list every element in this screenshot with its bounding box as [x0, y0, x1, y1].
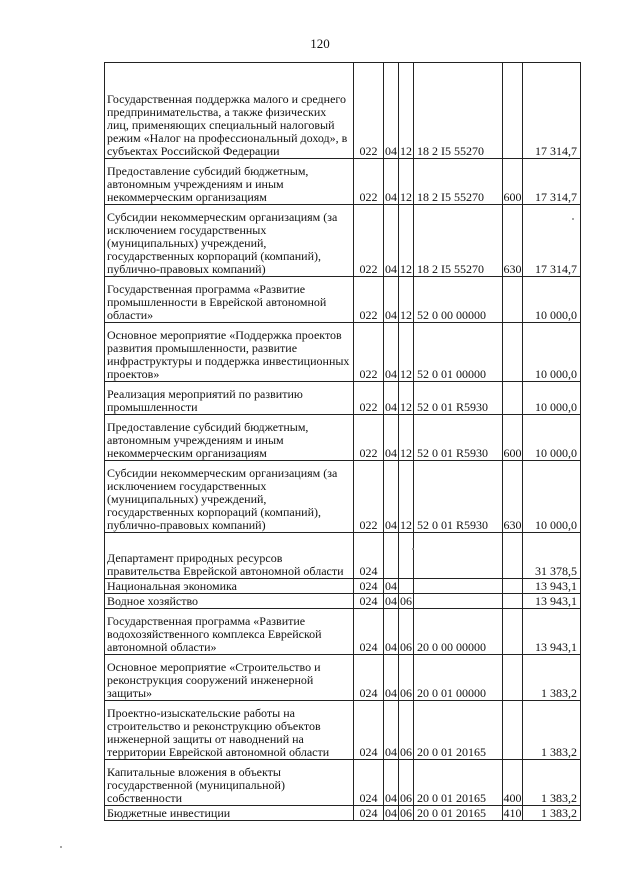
table-row	[105, 63, 581, 159]
page-number: 120	[310, 36, 330, 51]
admin-code: 022	[354, 277, 384, 323]
table-row	[105, 415, 581, 461]
row-name: Субсидии некоммерческим организациям (за исключением государственных (муниципальных) учреждений, государственных корпораций (компаний), публично-правовых компаний)	[105, 461, 354, 533]
admin-code: 022	[354, 63, 384, 159]
amount-value: 13 943,1	[523, 609, 581, 655]
admin-code: 024	[354, 701, 384, 760]
subsection-code: 06	[399, 609, 414, 655]
subsection-code: 06	[399, 701, 414, 760]
expense-type-code	[503, 277, 523, 323]
row-name: Капитальные вложения в объекты государственной (муниципальной) собственности	[105, 760, 354, 806]
table-row	[105, 205, 581, 277]
table-row	[105, 701, 581, 760]
table-row	[105, 609, 581, 655]
expense-type-code	[503, 579, 523, 594]
target-article-code: 52 0 01 R5930	[414, 415, 503, 461]
expense-type-code: 630	[503, 205, 523, 277]
table-row	[105, 579, 581, 594]
row-name: Бюджетные инвестиции	[105, 806, 354, 821]
admin-code: 022	[354, 461, 384, 533]
amount-value: 1 383,2	[523, 806, 581, 821]
admin-code: 024	[354, 806, 384, 821]
admin-code: 022	[354, 159, 384, 205]
row-name: Предоставление субсидий бюджетным, автономным учреждениям и иным некоммерческим организациям	[105, 159, 354, 205]
expense-type-code	[503, 609, 523, 655]
row-name: Водное хозяйство	[105, 594, 354, 609]
table-row	[105, 461, 581, 533]
expense-type-code	[503, 655, 523, 701]
subsection-code: 12	[399, 382, 414, 415]
expense-type-code	[503, 323, 523, 382]
table-row	[105, 382, 581, 415]
section-code: 04	[385, 579, 397, 593]
section-code	[384, 533, 399, 579]
expense-type-code	[503, 63, 523, 159]
table-row	[105, 594, 581, 609]
subsection-code	[399, 579, 414, 594]
section-code: 04	[384, 159, 399, 205]
expense-type-code: 600	[503, 159, 523, 205]
admin-code: 022	[354, 382, 384, 415]
row-name: Департамент природных ресурсов правительства Еврейской автономной области	[105, 533, 354, 579]
amount-value: 10 000,0	[523, 277, 581, 323]
subsection-code: 12	[399, 415, 414, 461]
amount-value: 10 000,0	[523, 323, 581, 382]
amount-value: 17 314,7	[523, 159, 581, 205]
expense-type-code	[503, 701, 523, 760]
admin-code: 024	[354, 594, 384, 609]
row-name: Национальная экономика	[105, 579, 354, 594]
row-name: Государственная поддержка малого и среднего предпринимательства, а также физических лиц, применяющих специальный налоговый режим «Налог на профессиональный доход», в субъектах Российской Федерации	[105, 63, 354, 159]
budget-table	[104, 62, 581, 821]
amount-value: 13 943,1	[523, 594, 581, 609]
target-article-code	[414, 533, 503, 579]
section-code: 04	[384, 760, 399, 806]
expense-type-code	[503, 382, 523, 415]
amount-value: 10 000,0	[523, 461, 581, 533]
target-article-code: 20 0 01 00000	[414, 655, 503, 701]
target-article-code	[414, 579, 503, 594]
subsection-code: 12	[399, 205, 414, 277]
section-code: 04	[384, 323, 399, 382]
target-article-code: 18 2 I5 55270	[414, 205, 503, 277]
row-name: Субсидии некоммерческим организациям (за исключением государственных (муниципальных) учреждений, государственных корпораций (компаний), публично-правовых компаний)	[105, 205, 354, 277]
amount-value: 17 314,7	[523, 205, 581, 277]
subsection-code: 12	[399, 461, 414, 533]
expense-type-code: 410	[503, 806, 522, 820]
amount-value: 10 000,0	[523, 382, 581, 415]
row-name: Предоставление субсидий бюджетным, автономным учреждениям и иным некоммерческим организациям	[105, 415, 354, 461]
section-code: 04	[384, 382, 399, 415]
section-code: 04	[384, 655, 399, 701]
admin-code: 022	[354, 415, 384, 461]
subsection-code: 06	[400, 806, 412, 820]
target-article-code: 20 0 01 20165	[414, 760, 503, 806]
section-code: 04	[384, 461, 399, 533]
scan-speck	[412, 548, 414, 550]
admin-code: 024	[354, 760, 384, 806]
table-body	[105, 63, 581, 821]
table-row	[105, 277, 581, 323]
subsection-code: 12	[399, 159, 414, 205]
subsection-code: 06	[400, 594, 412, 608]
subsection-code: 12	[399, 63, 414, 159]
amount-value: 1 383,2	[523, 655, 581, 701]
row-name: Реализация мероприятий по развитию промышленности	[105, 382, 354, 415]
section-code: 04	[384, 415, 399, 461]
admin-code: 024	[354, 533, 384, 579]
target-article-code: 52 0 00 00000	[414, 277, 503, 323]
amount-value: 31 378,5	[523, 533, 581, 579]
expense-type-code: 600	[503, 415, 523, 461]
scan-speck	[572, 218, 574, 220]
section-code: 04	[384, 609, 399, 655]
admin-code: 024	[354, 655, 384, 701]
admin-code: 024	[354, 579, 384, 594]
row-name: Государственная программа «Развитие промышленности в Еврейской автономной области»	[105, 277, 354, 323]
row-name: Проектно-изыскательские работы на строительство и реконструкцию объектов инженерной защиты от наводнений на территории Еврейской автономной области	[105, 701, 354, 760]
expense-type-code: 400	[503, 760, 523, 806]
amount-value: 17 314,7	[523, 63, 581, 159]
amount-value: 13 943,1	[523, 579, 581, 594]
amount-value: 1 383,2	[523, 760, 581, 806]
expense-type-code	[503, 594, 523, 609]
row-name: Основное мероприятие «Строительство и реконструкция сооружений инженерной защиты»	[105, 655, 354, 701]
target-article-code: 52 0 01 R5930	[414, 382, 503, 415]
target-article-code: 20 0 01 20165	[414, 806, 503, 821]
row-name: Государственная программа «Развитие водохозяйственного комплекса Еврейской автономной области»	[105, 609, 354, 655]
amount-value: 1 383,2	[523, 701, 581, 760]
section-code: 04	[384, 205, 399, 277]
table-row	[105, 323, 581, 382]
target-article-code: 18 2 I5 55270	[414, 63, 503, 159]
section-code: 04	[384, 701, 399, 760]
target-article-code: 20 0 01 20165	[414, 701, 503, 760]
section-code: 04	[385, 806, 397, 820]
target-article-code: 18 2 I5 55270	[414, 159, 503, 205]
target-article-code: 52 0 01 R5930	[414, 461, 503, 533]
subsection-code	[399, 533, 414, 579]
subsection-code: 12	[399, 323, 414, 382]
scan-speck	[60, 846, 62, 848]
admin-code: 024	[354, 609, 384, 655]
table-row	[105, 159, 581, 205]
subsection-code: 06	[399, 760, 414, 806]
table-row	[105, 760, 581, 806]
row-name: Основное мероприятие «Поддержка проектов развития промышленности, развитие инфраструктуры и поддержка инвестиционных проектов»	[105, 323, 354, 382]
table-row	[105, 533, 581, 579]
table-row	[105, 655, 581, 701]
amount-value: 10 000,0	[523, 415, 581, 461]
expense-type-code	[503, 533, 523, 579]
subsection-code: 12	[399, 277, 414, 323]
section-code: 04	[385, 594, 397, 608]
table-row	[105, 806, 581, 821]
admin-code: 022	[354, 323, 384, 382]
section-code: 04	[384, 63, 399, 159]
target-article-code	[414, 594, 503, 609]
subsection-code: 06	[399, 655, 414, 701]
admin-code: 022	[354, 205, 384, 277]
section-code: 04	[384, 277, 399, 323]
target-article-code: 52 0 01 00000	[414, 323, 503, 382]
target-article-code: 20 0 00 00000	[414, 609, 503, 655]
expense-type-code: 630	[503, 461, 523, 533]
